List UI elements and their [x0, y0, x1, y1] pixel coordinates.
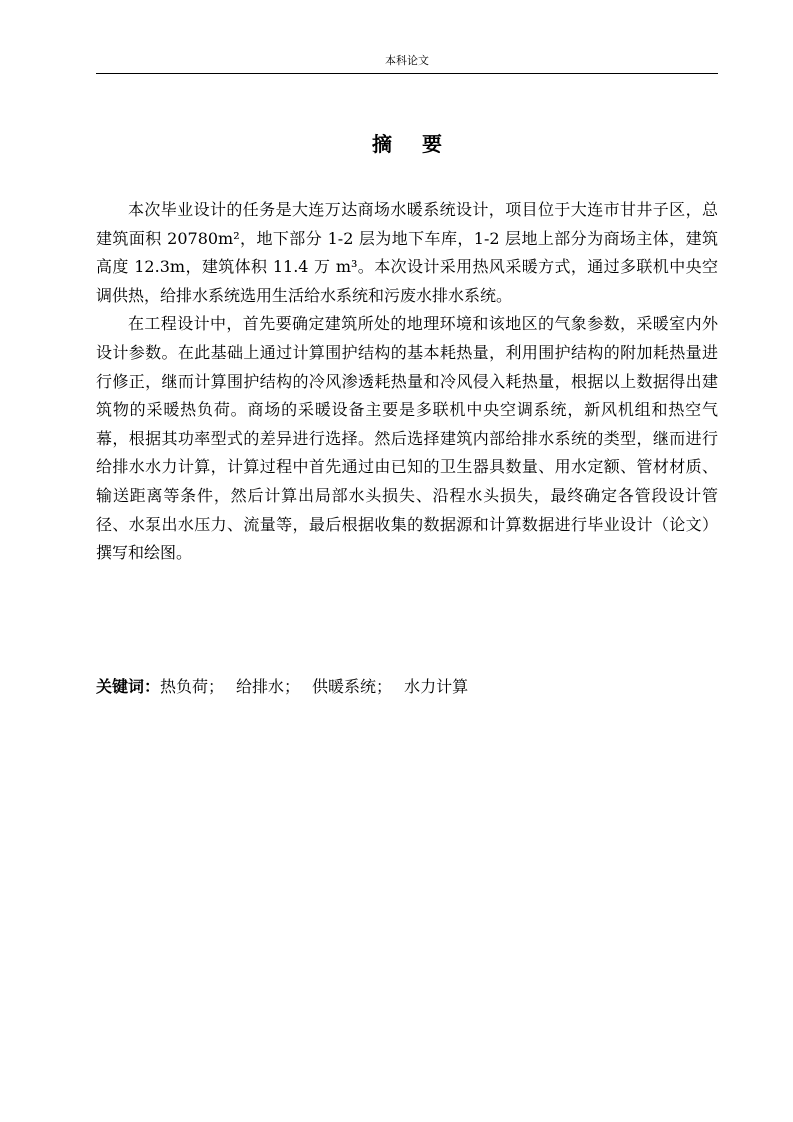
keywords-line	[96, 673, 718, 701]
keywords-label: 关键词：	[96, 677, 161, 696]
abstract-body	[96, 196, 718, 568]
header-rule	[96, 73, 718, 74]
abstract-paragraph-2: 在工程设计中，首先要确定建筑所处的地理环境和该地区的气象参数，采暖室内外设计参数。在此基础上通过计算围护结构的基本耗热量，利用围护结构的附加耗热量进行修正，继而计算围护结构的冷风渗透耗热量和冷风侵入耗热量，根据以上数据得出建筑物的采暖热负荷。商场的采暖设备主要是多联机中央空调系统，新风机组和热空气幕，根据其功率型式的差异进行选择。然后选择建筑内部给排水系统的类型，继而进行给排水水力计算，计算过程中首先通过由已知的卫生器具数量、用水定额、管材材质、输送距离等条件，然后计算出局部水头损失、沿程水头损失，最终确定各管段设计管径、水泵出水压力、流量等，最后根据收集的数据源和计算数据进行毕业设计（论文）撰写和绘图。	[96, 314, 718, 563]
keyword-item: 给排水；	[236, 677, 301, 696]
running-header: 本科论文	[385, 54, 429, 67]
keyword-item: 热负荷；	[160, 677, 225, 696]
keyword-item: 水力计算	[404, 677, 469, 696]
keyword-item: 供暖系统；	[312, 677, 393, 696]
abstract-title: 摘要	[372, 132, 472, 156]
abstract-paragraph-1: 本次毕业设计的任务是大连万达商场水暖系统设计，项目位于大连市甘井子区，总建筑面积 20780m²，地下部分 1-2 层为地下车库，1-2 层地上部分为商场主体，建筑高度 12.3m，建筑体积 11.4 万 m³。本次设计采用热风采暖方式，通过多联机中央空调供热，给排水系统选用生活给水系统和污废水排水系统。	[96, 200, 718, 305]
